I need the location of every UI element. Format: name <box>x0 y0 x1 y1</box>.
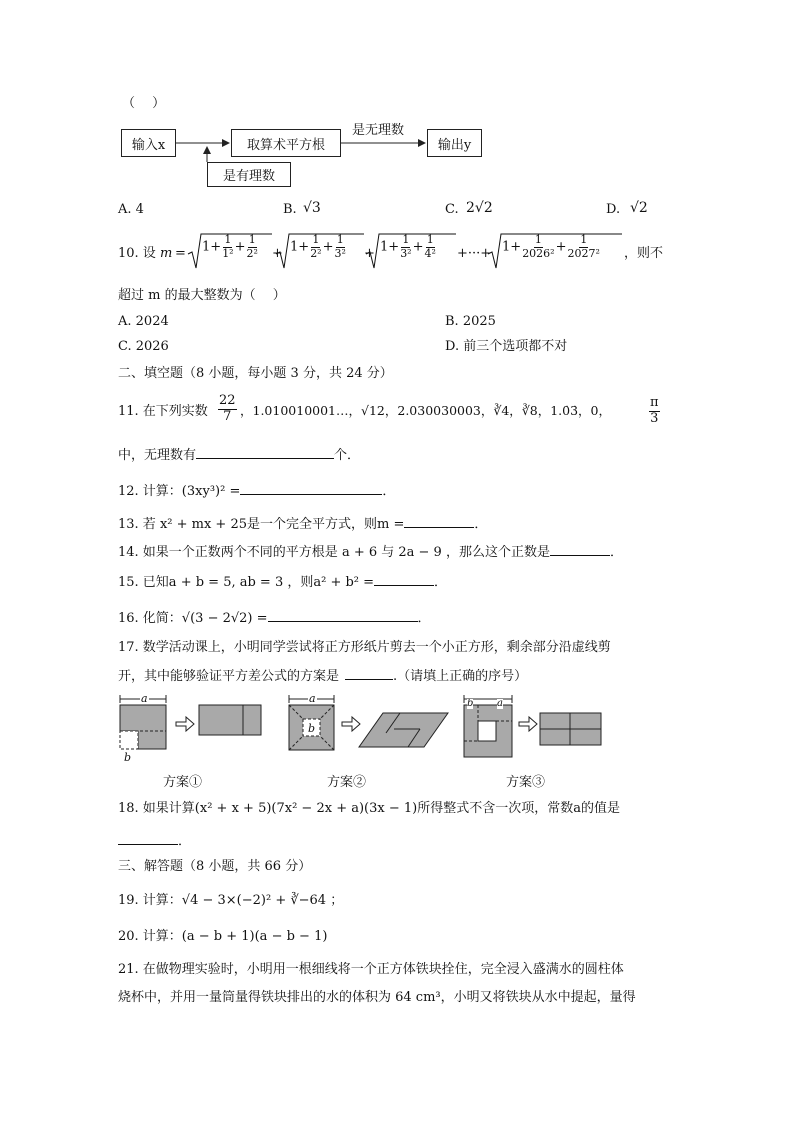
q10-term4: 1+ $\frac{1}{\text{2026²}}$ + $\frac{1}{\text{2027²}}$ <box>502 233 600 260</box>
q9-option-c-value: 2√2 <box>466 200 493 216</box>
q10-plus-2: + <box>364 246 375 261</box>
q10-prefix: 10. 设 <box>118 246 156 261</box>
q10-term2: 1+ $\frac{1}{\text{2²}}$ + $\frac{1}{\text{3²}}$ <box>290 233 346 260</box>
q10-term3: 1+ $\frac{1}{\text{3²}}$ + $\frac{1}{\text{4²}}$ <box>380 233 436 260</box>
q10-option-b: B. 2025 <box>445 314 496 329</box>
q10-plus-1: + <box>272 246 283 261</box>
scheme-3-label-a: a <box>497 698 503 709</box>
q20: 20. 计算：(a − b + 1)(a − b − 1) <box>118 929 328 944</box>
q10-var: m <box>160 246 173 261</box>
q15: 15. 已知a + b = 5, ab = 3 ，则a² + b² = ． <box>118 575 448 590</box>
scheme-3-figure <box>464 695 601 757</box>
flow-input-box: 输入x <box>121 129 176 157</box>
q10-option-c: C. 2026 <box>118 339 169 354</box>
q9-option-b-value: √3 <box>303 200 321 216</box>
q10-dots: +···+ <box>457 246 492 261</box>
scheme-2-label-b: b <box>308 722 316 735</box>
scheme-3-caption: 方案③ <box>506 775 546 790</box>
q17-figures <box>0 693 794 783</box>
q9-option-d-value: √2 <box>630 200 648 216</box>
q21-line1: 21. 在做物理实验时，小明用一根细线将一个正方体铁块拴住，完全浸入盛满水的圆柱体 <box>118 962 624 977</box>
q21-line2: 烧杯中，并用一量筒量得铁块排出的水的体积为 64 cm³，小明又将铁块从水中提起，量得 <box>118 990 636 1005</box>
scheme-2-label-a: a <box>309 692 316 705</box>
q18-line1: 18. 如果计算(x² + x + 5)(7x² − 2x + a)(3x − 1)所得整式不含一次项，常数a的值是 <box>118 801 620 816</box>
q10-option-a: A. 2024 <box>118 314 169 329</box>
q9-paren: （ ） <box>122 96 166 111</box>
q11-text: 11. 在下列实数 <box>118 404 208 419</box>
q9-option-a: A. 4 <box>118 202 144 217</box>
q11-line2: 中，无理数有 个． <box>118 448 361 463</box>
section-3-heading: 三、解答题（8 小题，共 66 分） <box>118 859 312 874</box>
q10-line2: 超过 m 的最大整数为（ ） <box>118 288 286 303</box>
section-2-heading: 二、填空题（8 小题，每小题 3 分，共 24 分） <box>118 366 393 381</box>
flow-process-box: 取算术平方根 <box>231 129 341 157</box>
q10-suffix: ，则不 <box>624 246 664 261</box>
q10-eq: = <box>175 246 186 261</box>
q10-term1: 1+ $\frac{1}{\text{1²}}$ + $\frac{1}{\text{2²}}$ <box>202 233 258 260</box>
q11-fraction: $\frac{22}{7}$ <box>219 393 236 424</box>
q12: 12. 计算：(3xy³)² = ． <box>118 484 396 499</box>
q10-option-d: D. 前三个选项都不对 <box>445 339 568 354</box>
flow-irrational-label: 是无理数 <box>352 123 405 138</box>
q17-line1: 17. 数学活动课上，小明同学尝试将正方形纸片剪去一个小正方形，剩余部分沿虚线剪 <box>118 640 611 655</box>
flowchart-arrows <box>0 0 794 200</box>
scheme-2-caption: 方案② <box>327 775 367 790</box>
q14: 14. 如果一个正数两个不同的平方根是 a + 6 与 2a − 9 ，那么这个正数是 ． <box>118 545 623 560</box>
q11-pi-fraction: $\frac{\pi}{3}$ <box>650 395 659 426</box>
q16: 16. 化简：√(3 − 2√2) = ． <box>118 611 431 626</box>
q11-rest: ，1.010010001…，√12，2.030030003，∛4，∛8，1.0̇3̇，0， <box>240 403 611 418</box>
q9-option-c: C. <box>445 202 459 217</box>
scheme-1-label-a: a <box>141 692 148 705</box>
q9-option-d: D. <box>606 202 621 217</box>
scheme-1-caption: 方案① <box>163 775 203 790</box>
q18-line2: ． <box>118 832 191 848</box>
scheme-3-label-b: b <box>467 698 474 709</box>
flow-output-box: 输出y <box>427 129 482 157</box>
q13: 13. 若 x² + mx + 25是一个完全平方式，则m = ． <box>118 517 488 532</box>
q9-option-b: B. <box>283 202 297 217</box>
scheme-1-label-b: b <box>124 751 132 764</box>
q19: 19. 计算：√4 − 3×(−2)² + ∛−64 ； <box>118 893 344 908</box>
q17-line2: 开，其中能够验证平方差公式的方案是 .（请填上正确的序号） <box>118 669 528 684</box>
flow-rational-box: 是有理数 <box>207 162 291 187</box>
